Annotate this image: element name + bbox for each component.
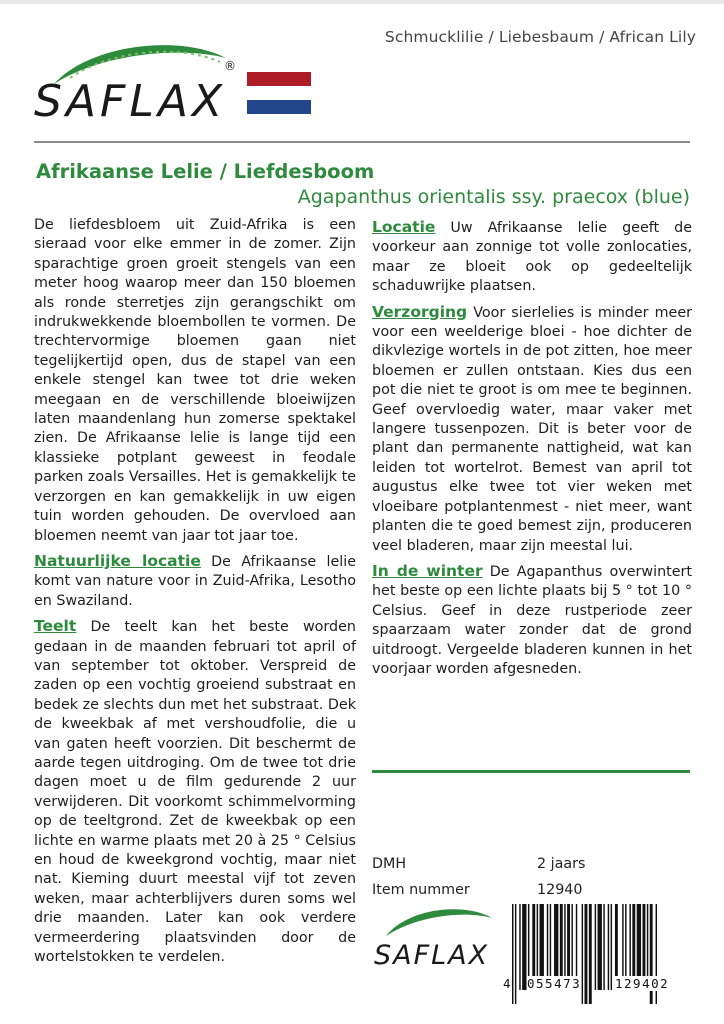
barcode-digits-left: 055473 bbox=[527, 976, 582, 991]
latin-name: Agapanthus orientalis ssy. praecox (blue) bbox=[297, 186, 690, 208]
cultivation-text: De teelt kan het beste worden gedaan in de maanden februari tot april of van september tot oktober. Verspreid de zaden op een vochtig groeiend substraat en bedek ze slechts dun met het substraat. Dek de kweekbak af met vershoudfolie, die u van gaten heeft voorzien. Dit beschermt de aarde tegen uitdroging. Om de twee tot drie dagen moet u de film gedurende 2 uur verwijderen. Dit voorkomt schimmelvorming op de teeltgrond. Zet de kweekbak op een lichte en warme plaats met 20 à 25 ° Celsius en houd de kweekgrond vochtig, maar niet nat. Kieming duurt meestal vijf tot zeven weken, maar achterblijvers duren soms wel drie maanden. Later kan ook verdere vermeerdering plaatsvinden door de wortelstokken te verdelen. bbox=[34, 619, 356, 966]
flag-stripe-blue bbox=[247, 100, 311, 114]
barcode-bar bbox=[585, 904, 588, 1004]
care-text: Voor sierlelies is minder meer voor een weelderige bloei - hoe dichter de dikvlezige wortels in de pot zitten, hoe meer bloemen er zullen ontstaan. Kies dus een pot die niet te groot is om mee te beginnen. Geef overvloedig water, maar vaker met langere tussenpozen. Dit is beter voor de plant dan permanente nattigheid, wat kan leiden tot wortelrot. Bemest van april tot augustus elke twee tot vier weken met vloeibare potplantenmest - niet meer, want planten die te goed bemest zijn, produceren veel bladeren, maar zijn meestal lui. bbox=[372, 304, 692, 554]
leaf-arc-icon bbox=[386, 909, 492, 936]
info-divider bbox=[372, 770, 690, 773]
registered-mark: ® bbox=[224, 59, 236, 73]
flag-stripe-red bbox=[247, 72, 311, 86]
barcode-bar bbox=[512, 904, 513, 1004]
flag-stripe-white bbox=[247, 86, 311, 100]
intro-paragraph: De liefdesbloem uit Zuid-Afrika is een sieraad voor elke emmer in de zomer. Zijn sparachtige groen groeit stengels van een meter hoog waarop meer dan 150 bloemen als ronde sterretjes zijn gerangschikt om indrukwekkende bloembollen te vormen. De trechtervormige bloemen gaan niet tegelijkertijd open, dus de stapel van een enkele stengel kan twee tot drie weken meegaan en de verschillende bloeiwijzen laten maandenlang hun zomerse spektakel zien. De Afrikaanse lelie is lange tijd een klassieke potplant geweest in feodale parken zoals Versailles. Het is gemakkelijk te verzorgen en kan gemakkelijk in uw eigen tuin worden gehouden. De overvloed aan bloemen neemt van jaar tot jaar toe. bbox=[34, 217, 356, 544]
netherlands-flag-icon bbox=[247, 72, 311, 114]
barcode-bar bbox=[603, 904, 604, 990]
left-column bbox=[34, 216, 356, 973]
item-number-label: Item nummer bbox=[372, 882, 470, 898]
barcode-bar bbox=[522, 904, 526, 990]
barcode-digit-first: 4 bbox=[503, 976, 511, 991]
header-divider bbox=[34, 141, 690, 143]
winter-text: De Agapanthus overwintert het beste op een lichte plaats bij 5 ° tot 10 ° Celsius. Geef in deze rustperiode zeer spaarzaam water zonder dat de grond uitdroogt. Vergeelde bladeren kunnen in het voorjaar worden afgesneden. bbox=[372, 563, 693, 677]
common-names: Schmucklilie / Liebesbaum / African Lily bbox=[384, 28, 696, 46]
brand-text-small: SAFLAX bbox=[374, 940, 490, 971]
barcode-digits-right: 129402 bbox=[615, 976, 670, 991]
dmh-label: DMH bbox=[372, 856, 407, 872]
care-paragraph bbox=[372, 303, 692, 556]
barcode-bar bbox=[519, 904, 520, 990]
care-heading: Verzorging bbox=[372, 302, 468, 321]
natural-location-text: De Afrikaanse lelie komt van nature voor in Zuid-Afrika, Lesotho en Swaziland. bbox=[34, 553, 356, 609]
right-column bbox=[372, 218, 692, 685]
location-text: Uw Afrikaanse lelie geeft de voorkeur aan zonnige tot volle zonlocaties, maar ze bloeit ook op gedeeltelijk schaduwrijke plaatsen. bbox=[372, 220, 692, 295]
natural-location-heading: Natuurlijke locatie bbox=[34, 551, 201, 570]
item-number-value: 12940 bbox=[537, 882, 583, 898]
cultivation-heading: Teelt bbox=[34, 617, 77, 636]
barcode-bar bbox=[598, 904, 602, 990]
barcode-bar bbox=[582, 904, 583, 1004]
page-title: Afrikaanse Lelie / Liefdesboom bbox=[36, 160, 375, 183]
barcode-bar bbox=[515, 904, 516, 1004]
barcode-bar bbox=[595, 904, 596, 990]
top-border bbox=[0, 0, 724, 4]
cultivation-paragraph bbox=[34, 617, 356, 967]
dmh-value: 2 jaars bbox=[537, 856, 586, 872]
winter-paragraph bbox=[372, 562, 692, 679]
barcode-bar bbox=[611, 904, 612, 990]
barcode-bar bbox=[608, 904, 609, 990]
winter-heading: In de winter bbox=[372, 561, 483, 580]
ean-barcode bbox=[500, 900, 692, 1010]
location-heading: Locatie bbox=[372, 218, 436, 236]
natural-location-paragraph bbox=[34, 552, 356, 611]
saflax-logo bbox=[30, 36, 242, 128]
brand-text: SAFLAX bbox=[34, 76, 227, 127]
saflax-logo-small bbox=[372, 902, 500, 972]
location-paragraph bbox=[372, 218, 692, 297]
barcode-bar bbox=[589, 904, 592, 1004]
